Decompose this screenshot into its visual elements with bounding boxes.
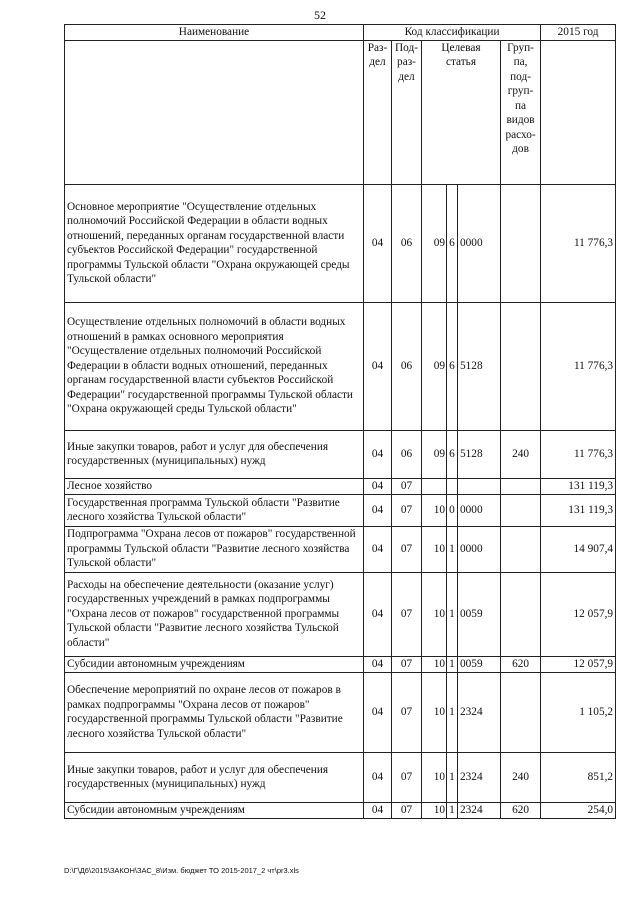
- row-section: 04: [364, 430, 392, 478]
- row-target-article-subprogram: 1: [447, 672, 458, 752]
- table-row: [65, 526, 616, 572]
- row-amount: 1 105,2: [541, 672, 616, 752]
- row-target-article-code: 2324: [458, 672, 501, 752]
- row-section: 04: [364, 478, 392, 494]
- row-name: Иные закупки товаров, работ и услуг для обеспечения государственных (муниципальных) нужд: [65, 430, 364, 478]
- row-amount: 131 119,3: [541, 478, 616, 494]
- row-subsection: 07: [392, 494, 422, 526]
- row-name: Иные закупки товаров, работ и услуг для обеспечения государственных (муниципальных) нужд: [65, 752, 364, 802]
- table-row: [65, 802, 616, 818]
- row-subsection: 07: [392, 752, 422, 802]
- row-amount: 12 057,9: [541, 656, 616, 672]
- row-target-article-subprogram: 1: [447, 572, 458, 656]
- row-target-article-program: 10: [422, 572, 447, 656]
- row-target-article-program: 09: [422, 302, 447, 430]
- row-amount: 12 057,9: [541, 572, 616, 656]
- row-section: 04: [364, 302, 392, 430]
- row-expense-group: [501, 494, 541, 526]
- row-expense-group: [501, 184, 541, 302]
- table-row: [65, 430, 616, 478]
- row-expense-group: [501, 302, 541, 430]
- row-amount: 131 119,3: [541, 494, 616, 526]
- row-section: 04: [364, 494, 392, 526]
- row-target-article-program: 10: [422, 494, 447, 526]
- row-target-article-code: 5128: [458, 302, 501, 430]
- row-subsection: 07: [392, 526, 422, 572]
- row-amount: 11 776,3: [541, 430, 616, 478]
- row-target-article-code: 0059: [458, 572, 501, 656]
- row-expense-group: 620: [501, 802, 541, 818]
- table-row: [65, 302, 616, 430]
- row-target-article-program: 09: [422, 430, 447, 478]
- row-expense-group: 620: [501, 656, 541, 672]
- row-target-article-subprogram: 1: [447, 802, 458, 818]
- row-amount: 851,2: [541, 752, 616, 802]
- row-target-article-program: 10: [422, 802, 447, 818]
- row-target-article-code: 0000: [458, 184, 501, 302]
- row-expense-group: 240: [501, 430, 541, 478]
- row-name: Государственная программа Тульской области "Развитие лесного хозяйства Тульской области": [65, 494, 364, 526]
- row-name: Расходы на обеспечение деятельности (оказание услуг) государственных учреждений в рамках подпрограммы "Охрана лесов от пожаров" государственной программы Тульской области "Развитие лесного хозяйства Тульской области": [65, 572, 364, 656]
- table-row: [65, 184, 616, 302]
- row-target-article-code: 5128: [458, 430, 501, 478]
- header-year: 2015 год: [541, 25, 616, 41]
- row-amount: 14 907,4: [541, 526, 616, 572]
- row-target-article-program: 09: [422, 184, 447, 302]
- row-target-article-code: 2324: [458, 752, 501, 802]
- row-target-article-code: [458, 478, 501, 494]
- row-target-article-program: [422, 478, 447, 494]
- row-subsection: 07: [392, 572, 422, 656]
- row-target-article-program: 10: [422, 752, 447, 802]
- row-expense-group: [501, 672, 541, 752]
- row-subsection: 06: [392, 184, 422, 302]
- row-name: Лесное хозяйство: [65, 478, 364, 494]
- row-expense-group: [501, 526, 541, 572]
- row-subsection: 07: [392, 802, 422, 818]
- row-target-article-code: 0000: [458, 526, 501, 572]
- row-expense-group: [501, 478, 541, 494]
- row-subsection: 06: [392, 302, 422, 430]
- row-name: Обеспечение мероприятий по охране лесов от пожаров в рамках подпрограммы "Охрана лесов от пожаров" государственной программы Тульской области "Развитие лесного хозяйства Тульской области": [65, 672, 364, 752]
- row-subsection: 07: [392, 672, 422, 752]
- row-target-article-subprogram: 0: [447, 494, 458, 526]
- row-section: 04: [364, 672, 392, 752]
- table-row: [65, 672, 616, 752]
- row-amount: 254,0: [541, 802, 616, 818]
- header-year-cont: [541, 40, 616, 184]
- row-target-article-code: 2324: [458, 802, 501, 818]
- row-target-article-code: 0059: [458, 656, 501, 672]
- file-path-footer: D:\Г\Д6\2015\ЗАКОН\ЗАС_8\Изм. бюджет ТО 2015-2017_2 чт\pr3.xls: [64, 866, 299, 875]
- row-target-article-code: 0000: [458, 494, 501, 526]
- row-subsection: 06: [392, 430, 422, 478]
- row-amount: 11 776,3: [541, 302, 616, 430]
- header-expense-group: Груп- па, под- груп- па видов расхо- дов: [501, 40, 541, 184]
- header-name-cont: [65, 40, 364, 184]
- row-section: 04: [364, 572, 392, 656]
- row-section: 04: [364, 752, 392, 802]
- header-name: Наименование: [65, 25, 364, 41]
- row-section: 04: [364, 802, 392, 818]
- row-section: 04: [364, 184, 392, 302]
- row-target-article-subprogram: 1: [447, 752, 458, 802]
- page-number: 52: [314, 8, 326, 22]
- row-target-article-subprogram: 6: [447, 430, 458, 478]
- row-amount: 11 776,3: [541, 184, 616, 302]
- row-target-article-subprogram: [447, 478, 458, 494]
- header-classification: Код классификации: [364, 25, 541, 41]
- row-subsection: 07: [392, 478, 422, 494]
- row-target-article-program: 10: [422, 656, 447, 672]
- row-name: Осуществление отдельных полномочий в области водных отношений в рамках основного мероприятия "Осуществление отдельных полномочий Российской Федерации в области водных отношений, переданных органам государственной власти субъектов Российской Федерации" государственной программы Тульской области "Охрана окружающей среды Тульской области": [65, 302, 364, 430]
- budget-table: [64, 24, 616, 819]
- header-target-article: Целевая статья: [422, 40, 501, 184]
- row-section: 04: [364, 656, 392, 672]
- header-subsection: Под- раз- дел: [392, 40, 422, 184]
- row-expense-group: [501, 572, 541, 656]
- row-target-article-subprogram: 1: [447, 656, 458, 672]
- row-expense-group: 240: [501, 752, 541, 802]
- header-section: Раз- дел: [364, 40, 392, 184]
- table-row: [65, 494, 616, 526]
- row-target-article-subprogram: 6: [447, 302, 458, 430]
- row-name: Субсидии автономным учреждениям: [65, 802, 364, 818]
- row-target-article-subprogram: 6: [447, 184, 458, 302]
- row-name: Основное мероприятие "Осуществление отдельных полномочий Российской Федерации в области водных отношений, переданных органам государственной власти субъектов Российской Федерации" государственной программы Тульской области "Охрана окружающей среды Тульской области": [65, 184, 364, 302]
- table-row: [65, 752, 616, 802]
- table-row: [65, 572, 616, 656]
- table-row: [65, 478, 616, 494]
- row-subsection: 07: [392, 656, 422, 672]
- row-name: Подпрограмма "Охрана лесов от пожаров" государственной программы Тульской области "Развитие лесного хозяйства Тульской области": [65, 526, 364, 572]
- row-target-article-subprogram: 1: [447, 526, 458, 572]
- row-target-article-program: 10: [422, 672, 447, 752]
- row-target-article-program: 10: [422, 526, 447, 572]
- row-section: 04: [364, 526, 392, 572]
- row-name: Субсидии автономным учреждениям: [65, 656, 364, 672]
- table-row: [65, 656, 616, 672]
